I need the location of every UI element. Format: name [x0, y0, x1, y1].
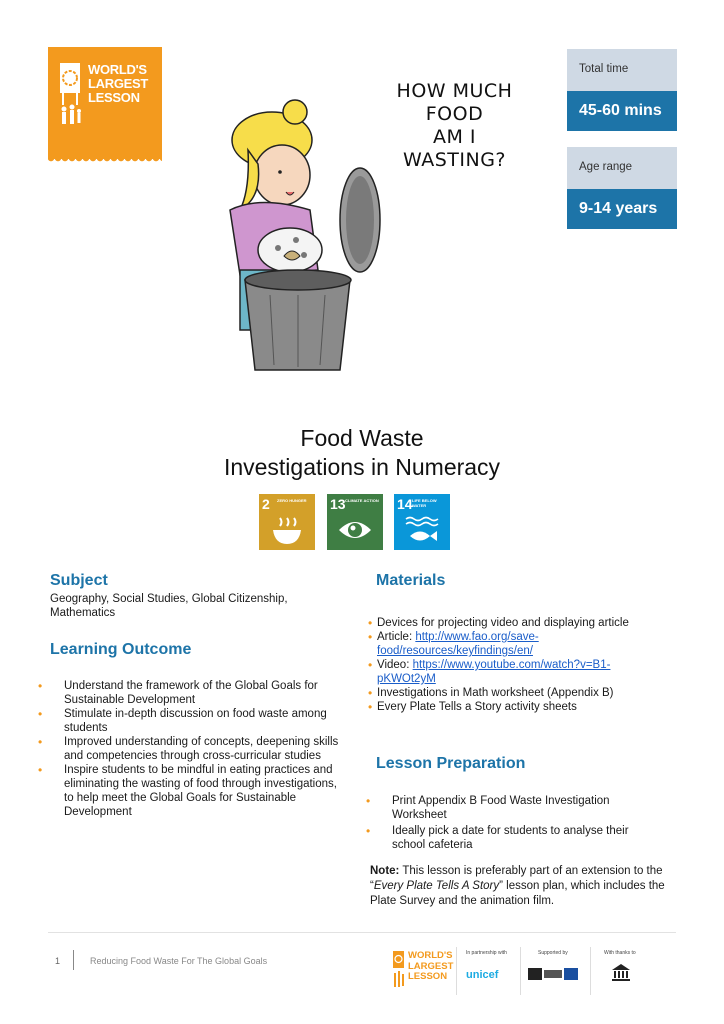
footer-logo-separator: [520, 947, 521, 995]
eye-earth-icon: [337, 514, 373, 546]
unesco-temple-icon: [610, 963, 632, 983]
footer-separator: [73, 950, 74, 970]
sponsor-logo: [528, 966, 578, 982]
sdg-13-climate-action: 13 CLIMATE ACTION: [327, 494, 383, 550]
list-item: • Understand the framework of the Global Goals for Sustainable Development: [38, 679, 348, 707]
list-item: • Inspire students to be mindful in eating practices and eliminating the wasting of food through investigations, to help meet the Global Goals for Sustainable Development: [38, 763, 348, 819]
list-item: • Print Appendix B Food Waste Investigation Worksheet: [366, 794, 656, 822]
age-range-value: 9-14 years: [567, 189, 677, 229]
footer-logo-separator: [590, 947, 591, 995]
worlds-largest-lesson-logo: [48, 47, 162, 159]
girl-throwing-food-illustration: [200, 80, 390, 375]
sdg-14-life-below-water: 14 LIFE BELOW WATER: [394, 494, 450, 550]
youtube-video-link[interactable]: https://www.youtube.com/watch?v=B1-pKWOt2yM: [377, 659, 611, 685]
lesson-preparation-list: [366, 794, 656, 854]
list-item: • Article: http://www.fao.org/save-food/resources/keyfindings/en/: [368, 630, 668, 658]
learning-outcome-list: [38, 679, 348, 819]
lesson-preparation-heading: Lesson Preparation: [376, 755, 526, 772]
footer-wll-logo: WORLD'S LARGEST LESSON: [390, 947, 448, 995]
list-item: • Video: https://www.youtube.com/watch?v=B1-pKWOt2yM: [368, 658, 668, 686]
list-item: • Every Plate Tells a Story activity sheets: [368, 700, 668, 714]
thanks-label: With thanks to: [604, 950, 636, 956]
subject-heading: Subject: [50, 572, 108, 589]
food-bowl-icon: [269, 514, 305, 546]
total-time-label: Total time: [567, 49, 677, 91]
book-globe-icon: [392, 949, 406, 989]
age-range-box: [567, 147, 677, 229]
partnership-label: In partnership with: [466, 950, 507, 956]
total-time-box: [567, 49, 677, 131]
lesson-note: Note: This lesson is preferably part of an extension to the “Every Plate Tells A Story” lesson plan, which includes the Plate Survey and the animation film.: [370, 865, 665, 907]
list-item: • Investigations in Math worksheet (Appendix B): [368, 686, 668, 700]
fao-article-link[interactable]: http://www.fao.org/save-food/resources/keyfindings/en/: [377, 631, 539, 657]
footer-title: Reducing Food Waste For The Global Goals: [90, 956, 268, 966]
book-globe-icon: [58, 59, 84, 133]
footer-divider: [48, 932, 676, 933]
fish-icon: [404, 514, 440, 546]
materials-list: [368, 616, 668, 714]
document-title: Food Waste Investigations in Numeracy: [223, 425, 501, 480]
unicef-logo: unicef: [466, 969, 499, 981]
list-item: • Improved understanding of concepts, deepening skills and competencies through cross-curricular studies: [38, 735, 348, 763]
total-time-value: 45-60 mins: [567, 91, 677, 131]
learning-outcome-heading: Learning Outcome: [50, 641, 192, 658]
sdg-2-zero-hunger: 2 ZERO HUNGER: [259, 494, 315, 550]
subject-text: Geography, Social Studies, Global Citizenship, Mathematics: [50, 593, 288, 619]
list-item: • Stimulate in-depth discussion on food waste among students: [38, 707, 348, 735]
page-number: 1: [55, 956, 61, 966]
supported-label: Supported by: [538, 950, 568, 956]
speech-text: HOW MUCH FOOD AM I WASTING?: [396, 80, 513, 171]
footer-logo-separator: [456, 947, 457, 995]
age-range-label: Age range: [567, 147, 677, 189]
materials-heading: Materials: [376, 572, 446, 589]
logo-text: WORLD'S LARGEST LESSON: [88, 62, 149, 105]
list-item: • Ideally pick a date for students to analyse their school cafeteria: [366, 824, 656, 852]
list-item: • Devices for projecting video and displaying article: [368, 616, 668, 630]
